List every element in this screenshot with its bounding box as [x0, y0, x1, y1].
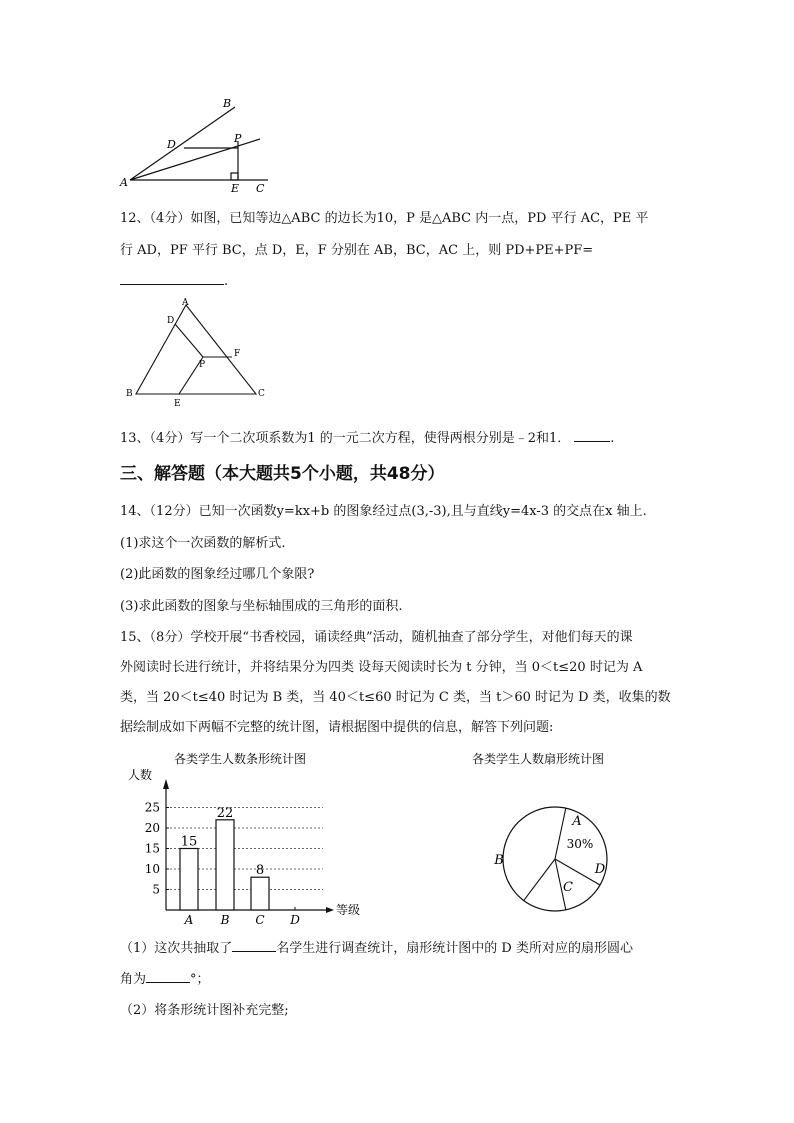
q15-sub1-line1: [120, 937, 633, 956]
x-tick-label: B: [220, 913, 230, 925]
bar-c: [251, 877, 269, 910]
q12-answer-line: [120, 272, 228, 289]
q14-stem: 14、（12分）已知一次函数y=kx+b 的图象经过点(3,-3),且与直线y=4x-3 的交点在x 轴上.: [120, 504, 647, 519]
y-tick-label: 15: [144, 841, 160, 856]
q13-end: .: [610, 431, 615, 446]
data-label: 15: [180, 834, 198, 850]
y-tick-label: 20: [144, 821, 160, 835]
label-d: D: [167, 316, 175, 326]
segment-dp: [175, 324, 203, 357]
q15-sub1-d: °；: [190, 972, 210, 987]
label-a: A: [182, 298, 189, 308]
y-tick-label: 25: [144, 800, 160, 815]
bar-chart: [118, 745, 378, 925]
pie-label-c: C: [563, 880, 573, 895]
label-e: E: [174, 399, 181, 409]
data-label: 22: [216, 805, 234, 821]
q15-line4: 据绘制成如下两幅不完整的统计图，请根据图中提供的信息，解答下列问题:: [120, 720, 554, 735]
pie-label-d: D: [594, 862, 606, 877]
section-title: 三、解答题（本大题共5个小题，共48分）: [120, 464, 445, 484]
x-tick-label: A: [184, 913, 194, 925]
label-d: D: [167, 138, 176, 151]
y-tick-label: 10: [144, 862, 160, 876]
y-axis-arrow: [163, 779, 169, 789]
q12-end: .: [224, 274, 229, 289]
x-axis-arrow: [326, 907, 334, 913]
triangle-figure: [118, 295, 278, 410]
q15-line3: 类，当 20＜t≤40 时记为 B 类，当 40＜t≤60 时记为 C 类，当 t＞60 时记为 D 类，收集的数: [120, 690, 671, 705]
q15-sub1-c: 角为: [120, 972, 147, 987]
q12-line2: 行 AD，PF 平行 BC，点 D，E，F 分别在 AB，BC，AC 上，则 PD+PE+PF=: [120, 243, 594, 258]
q13-text: 13、（4分）写一个二次项系数为1 的一元二次方程，使得两根分别是﹣2和1．: [120, 431, 571, 446]
x-tick-label: D: [290, 913, 300, 925]
q15-sub1-b: 名学生进行调查统计，扇形统计图中的 D 类所对应的扇形圆心: [276, 941, 633, 956]
bar-b: [216, 820, 234, 910]
bar-chart-ylabel: 人数: [128, 768, 153, 782]
q15-sub1-a: （1）这次共抽取了: [120, 941, 233, 956]
label-b: B: [126, 389, 133, 399]
q12-blank[interactable]: [120, 272, 224, 285]
label-f: F: [234, 349, 241, 359]
q13-line: [120, 427, 614, 446]
q15-sub1-line2: [120, 968, 210, 987]
x-tick-label: C: [255, 913, 265, 925]
label-p: P: [234, 132, 242, 145]
y-tick-label: 5: [152, 882, 160, 897]
q15-sub1-blank2[interactable]: [146, 970, 190, 983]
q15-line2: 外阅读时长进行统计，并将结果分为四类 设每天阅读时长为 t 分钟，当 0＜t≤20 时记为 A: [120, 660, 643, 675]
q14-part3: (3)求此函数的图象与坐标轴围成的三角形的面积.: [120, 599, 403, 614]
label-p: P: [199, 360, 206, 370]
bar-chart-title: 各类学生人数条形统计图: [174, 752, 307, 766]
ray-ab: [130, 107, 235, 180]
q14-part2: (2)此函数的图象经过哪几个象限?: [120, 567, 315, 582]
ray-ap: [130, 139, 260, 180]
bar-a: [180, 849, 198, 911]
data-label: 8: [255, 863, 265, 879]
label-c: C: [256, 182, 265, 195]
q14-part1: (1)求这个一次函数的解析式.: [120, 536, 286, 551]
pie-label-a: A: [572, 814, 582, 829]
label-e: E: [231, 182, 240, 195]
right-angle-mark: [231, 173, 238, 180]
pie-label-b: B: [494, 853, 504, 868]
q15-line1: 15、（8分）学校开展“书香校园，诵读经典”活动，随机抽查了部分学生，对他们每天的课: [120, 630, 633, 645]
q13-blank[interactable]: [574, 429, 610, 442]
q12-line1: 12、（4分）如图，已知等边△ABC 的边长为10，P 是△ABC 内一点，PD 平行 AC，PE 平: [120, 211, 649, 226]
pie-chart: [460, 745, 680, 925]
pie-chart-title: 各类学生人数扇形统计图: [472, 752, 605, 766]
q15-sub2: （2）将条形统计图补充完整;: [120, 1003, 289, 1018]
label-c: C: [258, 389, 265, 399]
pie-percent-a: 30%: [566, 837, 594, 851]
bar-chart-xlabel: 等级: [336, 903, 361, 917]
label-a: A: [120, 176, 128, 189]
label-b: B: [223, 97, 232, 110]
q15-sub1-blank1[interactable]: [232, 939, 276, 952]
angle-figure: [110, 95, 280, 195]
